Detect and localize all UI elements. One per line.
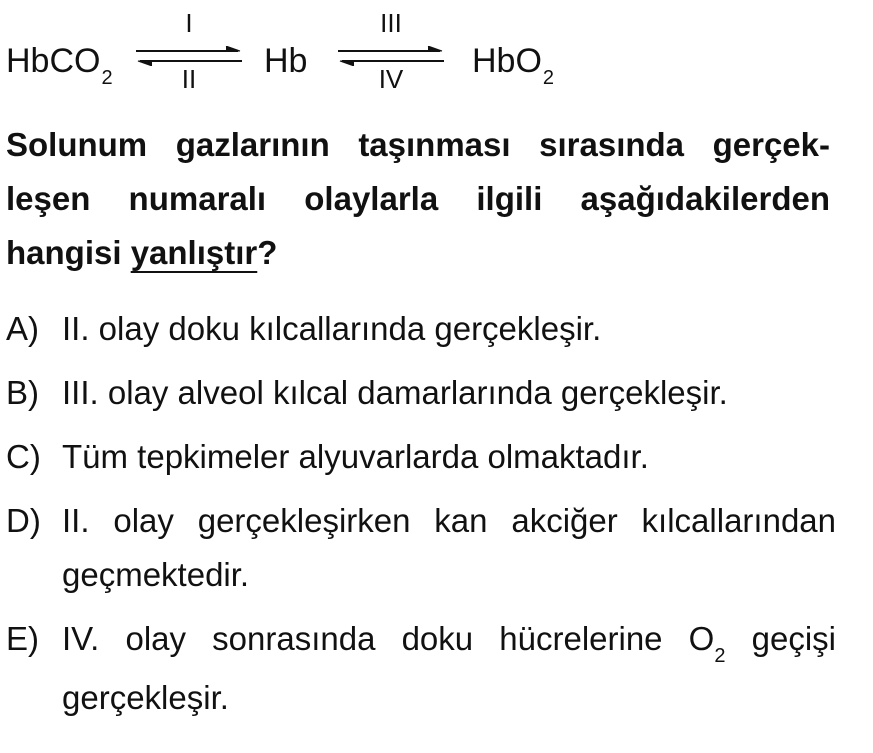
- question-mark: ?: [257, 234, 278, 271]
- hbco2-subscript: 2: [101, 67, 113, 89]
- equilibrium-equation: [0, 0, 873, 110]
- option-e-line-2: gerçekleşir.: [62, 679, 229, 716]
- option-e[interactable]: [6, 612, 836, 725]
- double-arrow-icon-1: [134, 46, 244, 66]
- option-d[interactable]: [6, 494, 836, 602]
- option-e-line-1-start: IV. olay sonrasında doku hücrelerine O: [62, 620, 715, 657]
- option-b-letter: B): [6, 374, 39, 411]
- question-line-3-start: hangisi: [6, 234, 131, 271]
- arrow-pair-2: [336, 10, 446, 100]
- hb-text: Hb: [264, 42, 308, 80]
- option-c-letter: C): [6, 438, 41, 475]
- arrow2-label-bottom: IV: [378, 64, 404, 94]
- arrow-pair-1: [134, 10, 244, 100]
- option-a-line-1: II. olay doku kılcallarında gerçekleşir.: [62, 310, 602, 347]
- option-d-text: [62, 494, 836, 602]
- option-b-text: [62, 366, 836, 420]
- option-e-letter: E): [6, 620, 39, 657]
- option-c-text: [62, 430, 836, 484]
- option-d-line-2: geçmektedir.: [62, 556, 250, 593]
- option-a-text: [62, 302, 836, 356]
- option-e-line-1-end: geçişi: [725, 620, 836, 657]
- arrow1-label-top: I: [185, 8, 193, 38]
- option-a-letter: A): [6, 310, 39, 347]
- option-b-line-1: III. olay alveol kılcal damarlarında gerçekleşir.: [62, 374, 728, 411]
- option-c-line-1: Tüm tepkimeler alyuvarlarda olmaktadır.: [62, 438, 649, 475]
- option-c[interactable]: [6, 430, 836, 484]
- option-e-o2-subscript: 2: [714, 645, 726, 667]
- double-arrow-icon-2: [336, 46, 446, 66]
- question-emphasis: yanlıştır: [130, 234, 258, 271]
- question-stem: [6, 118, 830, 280]
- hbo2-formula: [472, 42, 555, 89]
- arrow1-label-bottom: II: [181, 64, 197, 94]
- answer-options: [6, 302, 836, 735]
- hb-formula: [264, 44, 307, 78]
- option-a[interactable]: [6, 302, 836, 356]
- question-line-2: leşen numaralı olaylarla ilgili aşağıdakilerden: [6, 180, 830, 217]
- option-d-line-1: II. olay gerçekleşirken kan akciğer kılcallarından: [62, 502, 836, 539]
- option-e-text: [62, 612, 836, 725]
- arrow2-label-top: III: [380, 8, 402, 38]
- hbco2-formula: [6, 42, 113, 89]
- option-d-letter: D): [6, 502, 41, 539]
- hbco2-text: HbCO: [6, 42, 101, 80]
- option-e-line-1: [62, 612, 836, 671]
- hbo2-subscript: 2: [542, 67, 555, 89]
- hbo2-text: HbO: [472, 42, 542, 80]
- question-line-3: [6, 226, 830, 280]
- question-line-1: Solunum gazlarının taşınması sırasında gerçek-: [6, 126, 830, 163]
- option-b[interactable]: [6, 366, 836, 420]
